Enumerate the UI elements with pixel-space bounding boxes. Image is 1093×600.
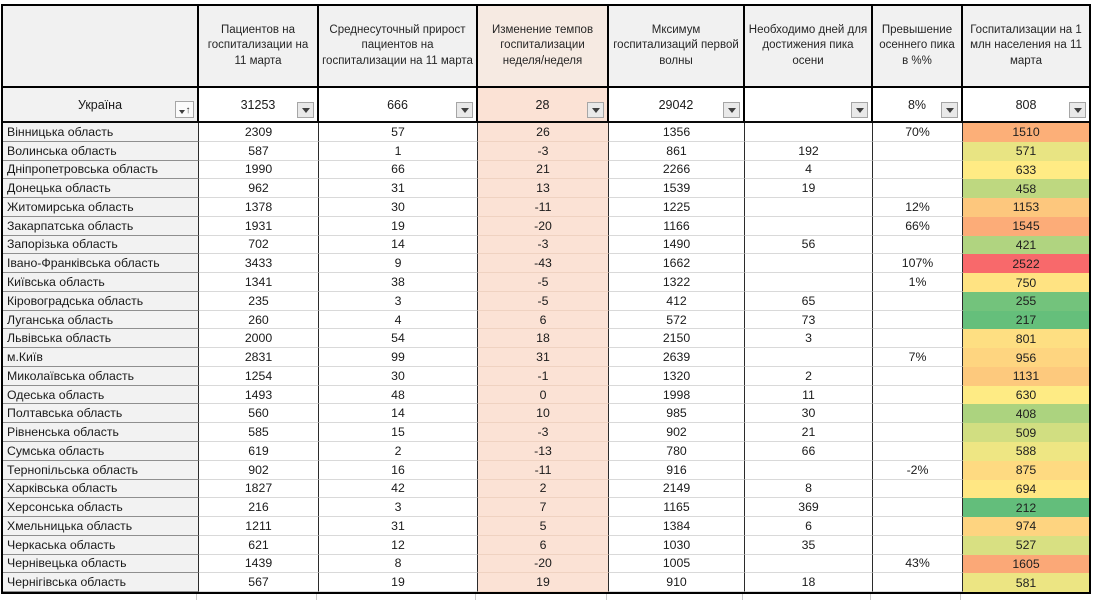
value-cell[interactable]: 1931 xyxy=(199,217,319,236)
per-million-heat-cell[interactable]: 2522 xyxy=(963,254,1089,273)
value-cell[interactable]: 2639 xyxy=(609,348,745,367)
per-million-heat-cell[interactable]: 974 xyxy=(963,517,1089,536)
value-cell[interactable] xyxy=(873,292,963,311)
value-cell[interactable]: -13 xyxy=(478,442,609,461)
region-name-cell[interactable]: Одеська область xyxy=(3,386,199,405)
value-cell[interactable]: 1384 xyxy=(609,517,745,536)
summary-value-cell[interactable] xyxy=(609,88,745,121)
per-million-heat-cell[interactable]: 1605 xyxy=(963,555,1089,574)
per-million-heat-cell[interactable]: 1131 xyxy=(963,367,1089,386)
region-name-cell[interactable]: Черкаська область xyxy=(3,536,199,555)
summary-value-cell[interactable] xyxy=(873,88,963,121)
value-cell[interactable]: 12 xyxy=(319,536,478,555)
value-cell[interactable]: 99 xyxy=(319,348,478,367)
table-row xyxy=(3,555,1089,574)
gridline xyxy=(871,594,961,600)
table-row xyxy=(3,161,1089,180)
value-cell[interactable]: 43% xyxy=(873,555,963,574)
filter-dropdown-button[interactable] xyxy=(851,102,868,118)
value-cell[interactable] xyxy=(873,311,963,330)
filter-dropdown-button[interactable] xyxy=(456,102,473,118)
summary-region-cell[interactable] xyxy=(3,88,199,121)
column-header-peak-exceed[interactable] xyxy=(873,6,963,86)
sort-ascending-icon: ↑ xyxy=(185,105,191,116)
value-cell[interactable]: 1030 xyxy=(609,536,745,555)
value-cell[interactable] xyxy=(745,555,873,574)
per-million-heat-cell[interactable]: 801 xyxy=(963,329,1089,348)
value-cell[interactable]: 2831 xyxy=(199,348,319,367)
summary-value-cell[interactable] xyxy=(745,88,873,121)
value-cell[interactable] xyxy=(745,123,873,142)
value-cell[interactable]: -11 xyxy=(478,461,609,480)
region-name-cell[interactable]: Івано-Франківська область xyxy=(3,254,199,273)
value-cell[interactable]: 65 xyxy=(745,292,873,311)
column-header-patients[interactable] xyxy=(199,6,319,86)
summary-value: 28 xyxy=(535,97,550,112)
value-cell[interactable]: 192 xyxy=(745,142,873,161)
value-cell[interactable] xyxy=(745,461,873,480)
value-cell[interactable] xyxy=(745,348,873,367)
per-million-heat-cell[interactable]: 1545 xyxy=(963,217,1089,236)
value-cell[interactable]: 31 xyxy=(319,517,478,536)
value-cell[interactable]: 26 xyxy=(478,123,609,142)
value-cell[interactable]: 5 xyxy=(478,517,609,536)
value-cell[interactable]: 8 xyxy=(745,480,873,499)
hospitalization-table xyxy=(1,4,1091,594)
value-cell[interactable]: 567 xyxy=(199,573,319,592)
value-cell[interactable]: 9 xyxy=(319,254,478,273)
value-cell[interactable]: 587 xyxy=(199,142,319,161)
value-cell[interactable]: 35 xyxy=(745,536,873,555)
region-name-cell[interactable]: Харківська область xyxy=(3,480,199,499)
column-header-first-wave-max[interactable] xyxy=(609,6,745,86)
chevron-down-icon xyxy=(461,108,469,113)
value-cell[interactable]: -2% xyxy=(873,461,963,480)
filter-dropdown-button[interactable] xyxy=(1069,102,1086,118)
chevron-down-icon xyxy=(946,108,954,113)
table-row xyxy=(3,142,1089,161)
table-row xyxy=(3,386,1089,405)
value-cell[interactable]: 14 xyxy=(319,236,478,255)
value-cell[interactable]: 572 xyxy=(609,311,745,330)
summary-value: 31253 xyxy=(240,97,276,112)
summary-value: 29042 xyxy=(658,97,694,112)
value-cell[interactable]: 910 xyxy=(609,573,745,592)
value-cell[interactable] xyxy=(873,179,963,198)
value-cell[interactable] xyxy=(745,198,873,217)
value-cell[interactable]: 1005 xyxy=(609,555,745,574)
value-cell[interactable]: 3 xyxy=(319,292,478,311)
value-cell[interactable] xyxy=(873,536,963,555)
value-cell[interactable]: 31 xyxy=(478,348,609,367)
region-rows xyxy=(3,123,1089,592)
chevron-down-icon xyxy=(728,108,736,113)
column-header-label: Превышение осеннего пика в %% xyxy=(879,24,955,67)
value-cell[interactable]: 1322 xyxy=(609,273,745,292)
value-cell[interactable]: 12% xyxy=(873,198,963,217)
summary-value-cell[interactable] xyxy=(199,88,319,121)
region-name-cell[interactable]: Львівська область xyxy=(3,329,199,348)
value-cell[interactable]: -3 xyxy=(478,142,609,161)
value-cell[interactable]: 7% xyxy=(873,348,963,367)
table-row xyxy=(3,573,1089,592)
column-header-daily-growth[interactable] xyxy=(319,6,478,86)
value-cell[interactable] xyxy=(873,329,963,348)
value-cell[interactable]: -11 xyxy=(478,198,609,217)
value-cell[interactable]: -5 xyxy=(478,273,609,292)
summary-value: 808 xyxy=(1015,97,1037,112)
value-cell[interactable]: 11 xyxy=(745,386,873,405)
summary-value: 8% xyxy=(907,97,927,112)
table-row xyxy=(3,329,1089,348)
per-million-heat-cell[interactable]: 588 xyxy=(963,442,1089,461)
value-cell[interactable]: 2149 xyxy=(609,480,745,499)
value-cell[interactable]: -20 xyxy=(478,217,609,236)
value-cell[interactable] xyxy=(745,254,873,273)
table-row xyxy=(3,348,1089,367)
column-header-label: Госпитализации на 1 млн населения на 11 марта xyxy=(970,24,1082,67)
region-name-cell[interactable]: Волинська область xyxy=(3,142,199,161)
per-million-heat-cell[interactable]: 633 xyxy=(963,161,1089,180)
value-cell[interactable]: 985 xyxy=(609,404,745,423)
region-name-cell[interactable]: Запорізька область xyxy=(3,236,199,255)
value-cell[interactable]: 66% xyxy=(873,217,963,236)
value-cell[interactable]: 1990 xyxy=(199,161,319,180)
summary-region-label: Україна xyxy=(77,97,123,112)
per-million-heat-cell[interactable]: 750 xyxy=(963,273,1089,292)
value-cell[interactable]: 21 xyxy=(745,423,873,442)
value-cell[interactable]: 2 xyxy=(745,367,873,386)
region-name-cell[interactable]: Вінницька область xyxy=(3,123,199,142)
value-cell[interactable]: 412 xyxy=(609,292,745,311)
chevron-down-icon xyxy=(302,108,310,113)
filter-dropdown-button[interactable] xyxy=(297,102,314,118)
value-cell[interactable] xyxy=(873,236,963,255)
column-header-label: Среднесуточный прирост пациентов на госпитализации на 11 марта xyxy=(322,24,473,67)
gridline xyxy=(317,594,476,600)
value-cell[interactable]: 1539 xyxy=(609,179,745,198)
per-million-heat-cell[interactable]: 956 xyxy=(963,348,1089,367)
summary-value: 666 xyxy=(387,97,408,112)
gridline xyxy=(1,594,197,600)
value-cell[interactable]: 1490 xyxy=(609,236,745,255)
value-cell[interactable]: 10 xyxy=(478,404,609,423)
table-row xyxy=(3,292,1089,311)
column-header-days-to-peak[interactable] xyxy=(745,6,873,86)
per-million-heat-cell[interactable]: 527 xyxy=(963,536,1089,555)
value-cell[interactable]: 2000 xyxy=(199,329,319,348)
region-name-cell[interactable]: Закарпатська область xyxy=(3,217,199,236)
per-million-heat-cell[interactable]: 630 xyxy=(963,386,1089,405)
value-cell[interactable]: 6 xyxy=(478,311,609,330)
table-row xyxy=(3,236,1089,255)
value-cell[interactable] xyxy=(745,273,873,292)
value-cell[interactable]: 962 xyxy=(199,179,319,198)
value-cell[interactable]: 1320 xyxy=(609,367,745,386)
value-cell[interactable]: -3 xyxy=(478,236,609,255)
chevron-down-icon xyxy=(1074,108,1082,113)
table-row xyxy=(3,123,1089,142)
value-cell[interactable]: 3433 xyxy=(199,254,319,273)
per-million-heat-cell[interactable]: 212 xyxy=(963,498,1089,517)
column-header-label: Пациентов на госпитализации на 11 марта xyxy=(207,24,309,67)
value-cell[interactable]: 38 xyxy=(319,273,478,292)
region-name-cell[interactable]: Чернігівська область xyxy=(3,573,199,592)
summary-value-cell[interactable] xyxy=(963,88,1089,121)
value-cell[interactable]: 260 xyxy=(199,311,319,330)
value-cell[interactable]: 1 xyxy=(319,142,478,161)
value-cell[interactable]: 2 xyxy=(478,480,609,499)
column-header-week-change[interactable] xyxy=(478,6,609,86)
value-cell[interactable]: 1439 xyxy=(199,555,319,574)
value-cell[interactable]: 861 xyxy=(609,142,745,161)
per-million-heat-cell[interactable]: 1153 xyxy=(963,198,1089,217)
value-cell[interactable]: 66 xyxy=(319,161,478,180)
value-cell[interactable]: 30 xyxy=(319,198,478,217)
value-cell[interactable]: 16 xyxy=(319,461,478,480)
value-cell[interactable]: 1254 xyxy=(199,367,319,386)
next-row-cutoff xyxy=(1,594,1091,600)
value-cell[interactable]: 66 xyxy=(745,442,873,461)
value-cell[interactable]: -3 xyxy=(478,423,609,442)
value-cell[interactable]: 21 xyxy=(478,161,609,180)
gridline xyxy=(197,594,317,600)
column-header-label: Изменение темпов госпитализации неделя/неделя xyxy=(491,24,594,67)
value-cell[interactable]: 560 xyxy=(199,404,319,423)
region-name-cell[interactable]: Миколаївська область xyxy=(3,367,199,386)
value-cell[interactable] xyxy=(873,442,963,461)
value-cell[interactable]: 2150 xyxy=(609,329,745,348)
summary-value-cell[interactable] xyxy=(478,88,609,121)
per-million-heat-cell[interactable]: 875 xyxy=(963,461,1089,480)
region-name-cell[interactable]: м.Київ xyxy=(3,348,199,367)
value-cell[interactable]: 585 xyxy=(199,423,319,442)
region-name-cell[interactable]: Луганська область xyxy=(3,311,199,330)
value-cell[interactable] xyxy=(873,386,963,405)
value-cell[interactable]: 70% xyxy=(873,123,963,142)
value-cell[interactable] xyxy=(873,367,963,386)
value-cell[interactable]: 19 xyxy=(478,573,609,592)
value-cell[interactable]: 19 xyxy=(319,217,478,236)
value-cell[interactable] xyxy=(873,161,963,180)
per-million-heat-cell[interactable]: 421 xyxy=(963,236,1089,255)
value-cell[interactable] xyxy=(745,217,873,236)
value-cell[interactable]: 54 xyxy=(319,329,478,348)
value-cell[interactable]: 8 xyxy=(319,555,478,574)
value-cell[interactable] xyxy=(873,517,963,536)
value-cell[interactable]: 18 xyxy=(478,329,609,348)
value-cell[interactable]: 1341 xyxy=(199,273,319,292)
value-cell[interactable] xyxy=(873,573,963,592)
per-million-heat-cell[interactable]: 255 xyxy=(963,292,1089,311)
filter-dropdown-button[interactable] xyxy=(941,102,958,118)
summary-row-ukraine xyxy=(3,88,1089,123)
table-row xyxy=(3,461,1089,480)
table-row xyxy=(3,423,1089,442)
gridline xyxy=(476,594,607,600)
value-cell[interactable]: 1493 xyxy=(199,386,319,405)
column-header-per-million[interactable] xyxy=(963,6,1089,86)
chevron-down-icon xyxy=(856,108,864,113)
sort-filter-button[interactable] xyxy=(175,101,194,118)
region-name-cell[interactable]: Чернівецька область xyxy=(3,555,199,574)
table-row xyxy=(3,517,1089,536)
chevron-down-icon xyxy=(179,110,185,114)
value-cell[interactable]: 19 xyxy=(319,573,478,592)
value-cell[interactable]: 1827 xyxy=(199,480,319,499)
gridline xyxy=(743,594,871,600)
per-million-heat-cell[interactable]: 408 xyxy=(963,404,1089,423)
chevron-down-icon xyxy=(592,108,600,113)
value-cell[interactable]: 702 xyxy=(199,236,319,255)
value-cell[interactable]: 3 xyxy=(745,329,873,348)
region-name-cell[interactable]: Полтавська область xyxy=(3,404,199,423)
value-cell[interactable]: 1998 xyxy=(609,386,745,405)
value-cell[interactable]: 2266 xyxy=(609,161,745,180)
region-name-cell[interactable]: Житомирська область xyxy=(3,198,199,217)
value-cell[interactable]: 2 xyxy=(319,442,478,461)
value-cell[interactable]: 1211 xyxy=(199,517,319,536)
table-row xyxy=(3,498,1089,517)
value-cell[interactable]: -5 xyxy=(478,292,609,311)
value-cell[interactable]: 0 xyxy=(478,386,609,405)
value-cell[interactable] xyxy=(873,404,963,423)
region-name-cell[interactable]: Тернопільська область xyxy=(3,461,199,480)
value-cell[interactable]: 13 xyxy=(478,179,609,198)
region-name-cell[interactable]: Рівненська область xyxy=(3,423,199,442)
value-cell[interactable]: 6 xyxy=(745,517,873,536)
value-cell[interactable]: 369 xyxy=(745,498,873,517)
value-cell[interactable]: 6 xyxy=(478,536,609,555)
per-million-heat-cell[interactable]: 571 xyxy=(963,142,1089,161)
per-million-heat-cell[interactable]: 458 xyxy=(963,179,1089,198)
value-cell[interactable]: 235 xyxy=(199,292,319,311)
value-cell[interactable]: 18 xyxy=(745,573,873,592)
region-name-cell[interactable]: Сумська область xyxy=(3,442,199,461)
gridline xyxy=(607,594,743,600)
table-row xyxy=(3,367,1089,386)
column-header-region[interactable] xyxy=(3,6,199,86)
value-cell[interactable]: 57 xyxy=(319,123,478,142)
value-cell[interactable]: 56 xyxy=(745,236,873,255)
value-cell[interactable]: 1225 xyxy=(609,198,745,217)
table-row xyxy=(3,254,1089,273)
value-cell[interactable]: 7 xyxy=(478,498,609,517)
value-cell[interactable]: 780 xyxy=(609,442,745,461)
value-cell[interactable]: 19 xyxy=(745,179,873,198)
filter-dropdown-button[interactable] xyxy=(587,102,604,118)
value-cell[interactable]: 621 xyxy=(199,536,319,555)
region-name-cell[interactable]: Донецька область xyxy=(3,179,199,198)
value-cell[interactable]: -20 xyxy=(478,555,609,574)
value-cell[interactable]: 3 xyxy=(319,498,478,517)
region-name-cell[interactable]: Дніпропетровська область xyxy=(3,161,199,180)
value-cell[interactable]: 1378 xyxy=(199,198,319,217)
value-cell[interactable]: -1 xyxy=(478,367,609,386)
value-cell[interactable] xyxy=(873,480,963,499)
per-million-heat-cell[interactable]: 694 xyxy=(963,480,1089,499)
column-header-label: Необходимо дней для достижения пика осени xyxy=(748,24,868,67)
value-cell[interactable]: 4 xyxy=(745,161,873,180)
value-cell[interactable]: 31 xyxy=(319,179,478,198)
value-cell[interactable]: 14 xyxy=(319,404,478,423)
value-cell[interactable]: 30 xyxy=(319,367,478,386)
value-cell[interactable]: 15 xyxy=(319,423,478,442)
value-cell[interactable]: 1662 xyxy=(609,254,745,273)
value-cell[interactable]: 902 xyxy=(199,461,319,480)
value-cell[interactable] xyxy=(873,498,963,517)
value-cell[interactable]: 1166 xyxy=(609,217,745,236)
per-million-heat-cell[interactable]: 1510 xyxy=(963,123,1089,142)
table-row xyxy=(3,217,1089,236)
table-row xyxy=(3,311,1089,330)
filter-dropdown-button[interactable] xyxy=(723,102,740,118)
per-million-heat-cell[interactable]: 581 xyxy=(963,573,1089,592)
summary-value-cell[interactable] xyxy=(319,88,478,121)
region-name-cell[interactable]: Київська область xyxy=(3,273,199,292)
table-row xyxy=(3,404,1089,423)
header-row xyxy=(3,6,1089,88)
value-cell[interactable]: 42 xyxy=(319,480,478,499)
value-cell[interactable]: 619 xyxy=(199,442,319,461)
value-cell[interactable]: 30 xyxy=(745,404,873,423)
value-cell[interactable]: 902 xyxy=(609,423,745,442)
region-name-cell[interactable]: Херсонська область xyxy=(3,498,199,517)
value-cell[interactable]: 2309 xyxy=(199,123,319,142)
column-header-label: Мксимум госпитализаций первой волны xyxy=(613,24,739,67)
table-row xyxy=(3,442,1089,461)
region-name-cell[interactable]: Кіровоградська область xyxy=(3,292,199,311)
value-cell[interactable]: 4 xyxy=(319,311,478,330)
table-row xyxy=(3,536,1089,555)
value-cell[interactable]: 916 xyxy=(609,461,745,480)
per-million-heat-cell[interactable]: 509 xyxy=(963,423,1089,442)
value-cell[interactable]: -43 xyxy=(478,254,609,273)
value-cell[interactable]: 73 xyxy=(745,311,873,330)
value-cell[interactable]: 48 xyxy=(319,386,478,405)
table-row xyxy=(3,198,1089,217)
per-million-heat-cell[interactable]: 217 xyxy=(963,311,1089,330)
table-row xyxy=(3,480,1089,499)
value-cell[interactable]: 1165 xyxy=(609,498,745,517)
value-cell[interactable]: 1356 xyxy=(609,123,745,142)
value-cell[interactable]: 107% xyxy=(873,254,963,273)
value-cell[interactable]: 216 xyxy=(199,498,319,517)
value-cell[interactable] xyxy=(873,142,963,161)
table-row xyxy=(3,179,1089,198)
table-row xyxy=(3,273,1089,292)
region-name-cell[interactable]: Хмельницька область xyxy=(3,517,199,536)
value-cell[interactable]: 1% xyxy=(873,273,963,292)
value-cell[interactable] xyxy=(873,423,963,442)
